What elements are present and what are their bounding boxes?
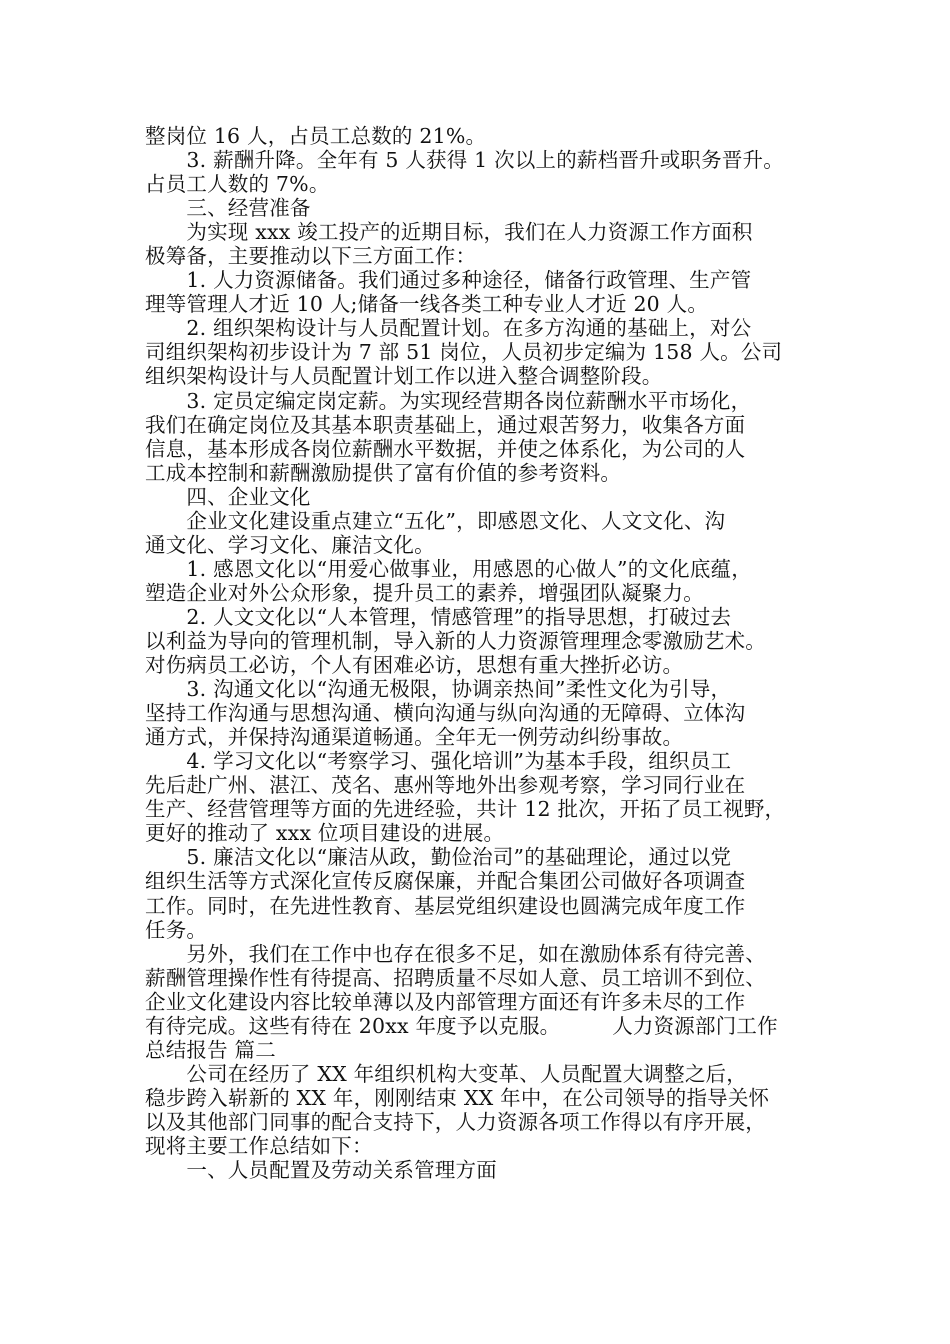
text-line: 理等管理人才近 10 人;储备一线各类工种专业人才近 20 人。 (145, 292, 709, 317)
text-line: 稳步跨入崭新的 XX 年，刚刚结束 XX 年中，在公司领导的指导关怀 (145, 1085, 770, 1110)
text-line: 1. 人力资源储备。我们通过多种途径，储备行政管理、生产管 (145, 268, 752, 293)
text-line: 以利益为导向的管理机制，导入新的人力资源管理理念零激励艺术。 (145, 628, 766, 653)
text-line: 司组织架构初步设计为 7 部 51 岗位，人员初步定编为 158 人。公司 (145, 340, 783, 365)
text-line: 工作。同时，在先进性教育、基层党组织建设也圆满完成年度工作 (145, 893, 746, 918)
text-line: 组织生活等方式深化宣传反腐保廉，并配合集团公司做好各项调查 (145, 869, 746, 894)
text-line: 整岗位 16 人，占员工总数的 21%。 (145, 124, 487, 148)
document-body (145, 124, 815, 1182)
text-line: 我们在确定岗位及其基本职责基础上，通过艰苦努力，收集各方面 (145, 412, 746, 437)
report-title-line: 总结报告 篇二 (145, 1037, 276, 1062)
section-heading: 三、经营准备 (145, 196, 311, 221)
text-line: 公司在经历了 XX 年组织机构大变革、人员配置大调整之后， (145, 1061, 747, 1086)
text-line: 有待完成。这些有待在 20xx 年度予以克服。 人力资源部门工作 (145, 1013, 778, 1038)
text-line: 3. 薪酬升降。全年有 5 人获得 1 次以上的薪档晋升或职务晋升。 (145, 148, 784, 173)
text-line: 以及其他部门同事的配合支持下，人力资源各项工作得以有序开展， (145, 1109, 766, 1134)
text-line: 极筹备，主要推动以下三方面工作： (145, 244, 477, 269)
text-line: 工成本控制和薪酬激励提供了富有价值的参考资料。 (145, 460, 622, 485)
text-line: 生产、经营管理等方面的先进经验，共计 12 批次，开拓了员工视野， (145, 797, 786, 822)
text-line: 信息，基本形成各岗位薪酬水平数据，并使之体系化，为公司的人 (145, 436, 746, 461)
text-line: 任务。 (145, 917, 208, 942)
section-heading: 一、人员配置及劳动关系管理方面 (145, 1158, 497, 1183)
text-line: 3. 定员定编定岗定薪。为实现经营期各岗位薪酬水平市场化， (145, 388, 752, 413)
text-line: 现将主要工作总结如下： (145, 1133, 373, 1158)
text-line: 薪酬管理操作性有待提高、招聘质量不尽如人意、员工培训不到位、 (145, 965, 766, 990)
text-line: 塑造企业对外公众形象，提升员工的素养，增强团队凝聚力。 (145, 580, 704, 605)
text-line: 占员工人数的 7%。 (145, 172, 330, 197)
text-line: 为实现 xxx 竣工投产的近期目标，我们在人力资源工作方面积 (145, 220, 753, 245)
section-heading: 四、企业文化 (145, 484, 311, 509)
text-line: 坚持工作沟通与思想沟通、横向沟通与纵向沟通的无障碍、立体沟 (145, 701, 746, 726)
text-line: 另外，我们在工作中也存在很多不足，如在激励体系有待完善、 (145, 941, 766, 966)
text-line: 先后赴广州、湛江、茂名、惠州等地外出参观考察，学习同行业在 (145, 773, 746, 798)
text-line: 2. 组织架构设计与人员配置计划。在多方沟通的基础上，对公 (145, 316, 752, 341)
text-line: 组织架构设计与人员配置计划工作以进入整合调整阶段。 (145, 364, 663, 389)
text-line: 企业文化建设内容比较单薄以及内部管理方面还有许多未尽的工作 (145, 989, 746, 1014)
text-line: 2. 人文文化以“人本管理，情感管理”的指导思想，打破过去 (145, 604, 732, 629)
text-line: 通方式，并保持沟通渠道畅通。全年无一例劳动纠纷事故。 (145, 725, 684, 750)
text-line: 更好的推动了 xxx 位项目建设的进展。 (145, 821, 505, 846)
text-line: 对伤病员工必访，个人有困难必访，思想有重大挫折必访。 (145, 653, 684, 678)
text-line: 1. 感恩文化以“用爱心做事业，用感恩的心做人”的文化底蕴， (145, 556, 752, 581)
text-line: 5. 廉洁文化以“廉洁从政，勤俭治司”的基础理论，通过以党 (145, 845, 732, 870)
text-line: 通文化、学习文化、廉洁文化。 (145, 532, 435, 557)
text-line: 企业文化建设重点建立“五化”，即感恩文化、人文文化、沟 (145, 508, 726, 533)
text-line: 3. 沟通文化以“沟通无极限，协调亲热间”柔性文化为引导， (145, 677, 732, 702)
text-line: 4. 学习文化以“考察学习、强化培训”为基本手段，组织员工 (145, 749, 732, 774)
